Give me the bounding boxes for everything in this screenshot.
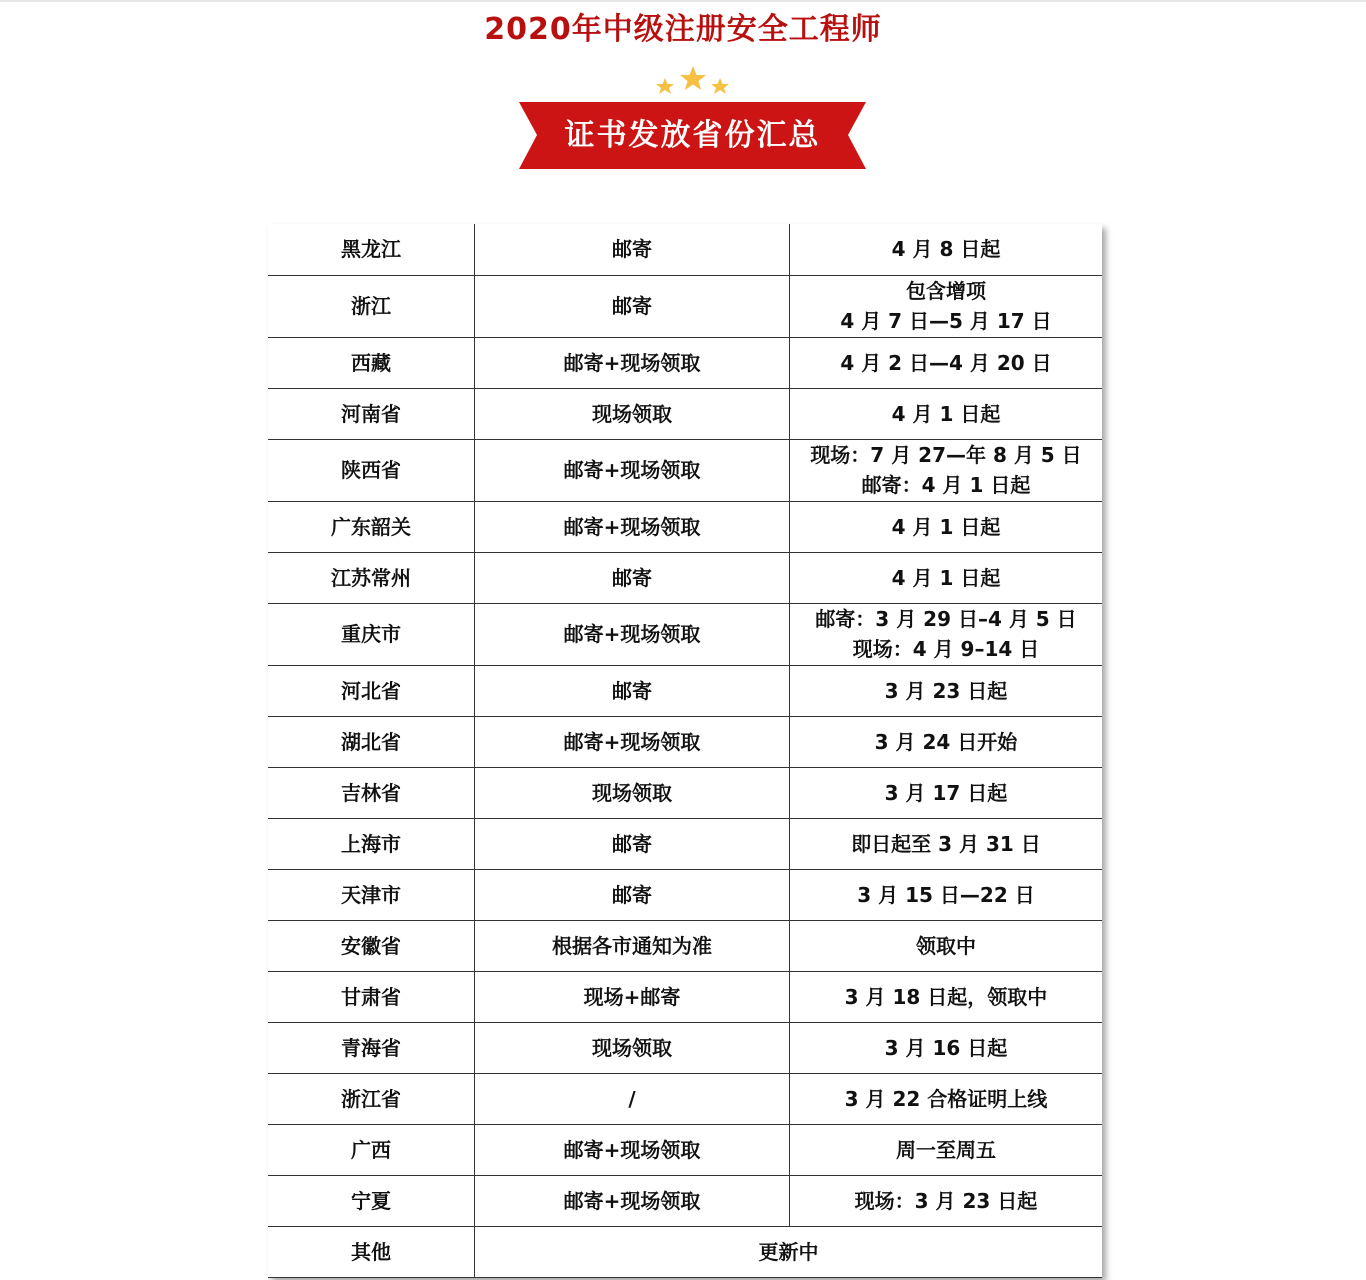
province-cell: 甘肃省: [268, 971, 475, 1022]
method-cell: 邮寄+现场领取: [475, 1124, 790, 1175]
method-cell: 现场+邮寄: [475, 971, 790, 1022]
method-cell: /: [475, 1073, 790, 1124]
province-cell: 安徽省: [268, 920, 475, 971]
province-cell: 湖北省: [268, 716, 475, 767]
province-cell: 河南省: [268, 388, 475, 439]
banner-title: 证书发放省份汇总: [564, 118, 821, 153]
province-cell: 上海市: [268, 818, 475, 869]
table-row: [268, 501, 1102, 552]
province-cell: 广东韶关: [268, 501, 475, 552]
table-row: [268, 869, 1102, 920]
table-row: [268, 665, 1102, 716]
province-cell: 宁夏: [268, 1175, 475, 1226]
date-cell: 3 月 24 日开始: [790, 716, 1103, 767]
method-cell: 邮寄+现场领取: [475, 501, 790, 552]
date-cell: 3 月 18 日起，领取中: [790, 971, 1103, 1022]
star-icon: [656, 78, 674, 94]
province-cell: 青海省: [268, 1022, 475, 1073]
table-row: [268, 224, 1102, 275]
province-cell: 河北省: [268, 665, 475, 716]
province-cell: 重庆市: [268, 603, 475, 665]
certificate-table: [268, 224, 1102, 1278]
page-title: 2020年中级注册安全工程师: [484, 12, 882, 47]
method-cell: 邮寄: [475, 224, 790, 275]
date-cell: 4 月 2 日—4 月 20 日: [790, 337, 1103, 388]
province-cell: 天津市: [268, 869, 475, 920]
table-row: [268, 767, 1102, 818]
date-cell: 周一至周五: [790, 1124, 1103, 1175]
date-cell: 现场：7 月 27—年 8 月 5 日 邮寄：4 月 1 日起: [790, 439, 1103, 501]
date-cell: 领取中: [790, 920, 1103, 971]
table-row: [268, 1073, 1102, 1124]
table-row: [268, 337, 1102, 388]
province-cell: 陕西省: [268, 439, 475, 501]
date-cell: 4 月 8 日起: [790, 224, 1103, 275]
date-cell: 3 月 16 日起: [790, 1022, 1103, 1073]
table-row: [268, 1022, 1102, 1073]
province-cell: 浙江省: [268, 1073, 475, 1124]
method-cell: 邮寄+现场领取: [475, 1175, 790, 1226]
date-cell: 3 月 15 日—22 日: [790, 869, 1103, 920]
date-cell: 包含增项 4 月 7 日—5 月 17 日: [790, 275, 1103, 337]
status-cell: 更新中: [475, 1226, 1103, 1277]
method-cell: 邮寄+现场领取: [475, 439, 790, 501]
star-icon: [711, 78, 729, 94]
province-cell: 广西: [268, 1124, 475, 1175]
method-cell: 邮寄+现场领取: [475, 337, 790, 388]
star-icon: [680, 66, 706, 90]
date-cell: 4 月 1 日起: [790, 388, 1103, 439]
date-cell: 现场：3 月 23 日起: [790, 1175, 1103, 1226]
province-cell: 吉林省: [268, 767, 475, 818]
table-row: [268, 552, 1102, 603]
table-row: [268, 716, 1102, 767]
table-row: [268, 818, 1102, 869]
province-cell: 江苏常州: [268, 552, 475, 603]
method-cell: 邮寄: [475, 552, 790, 603]
date-cell: 3 月 23 日起: [790, 665, 1103, 716]
date-cell: 4 月 1 日起: [790, 501, 1103, 552]
method-cell: 现场领取: [475, 388, 790, 439]
method-cell: 邮寄: [475, 275, 790, 337]
table-row: [268, 603, 1102, 665]
table-row: [268, 275, 1102, 337]
table-row: [268, 971, 1102, 1022]
province-cell: 黑龙江: [268, 224, 475, 275]
method-cell: 邮寄: [475, 818, 790, 869]
date-cell: 3 月 22 合格证明上线: [790, 1073, 1103, 1124]
table-row: [268, 388, 1102, 439]
method-cell: 现场领取: [475, 1022, 790, 1073]
method-cell: 现场领取: [475, 767, 790, 818]
method-cell: 邮寄: [475, 665, 790, 716]
province-cell: 其他: [268, 1226, 475, 1277]
table-row: [268, 439, 1102, 501]
method-cell: 邮寄: [475, 869, 790, 920]
method-cell: 邮寄+现场领取: [475, 716, 790, 767]
table-row: [268, 1124, 1102, 1175]
date-cell: 3 月 17 日起: [790, 767, 1103, 818]
stars-icon: [650, 64, 740, 100]
method-cell: 根据各市通知为准: [475, 920, 790, 971]
date-cell: 4 月 1 日起: [790, 552, 1103, 603]
table-row: [268, 920, 1102, 971]
method-cell: 邮寄+现场领取: [475, 603, 790, 665]
date-cell: 邮寄：3 月 29 日–4 月 5 日 现场：4 月 9–14 日: [790, 603, 1103, 665]
province-cell: 浙江: [268, 275, 475, 337]
date-cell: 即日起至 3 月 31 日: [790, 818, 1103, 869]
table-row: [268, 1175, 1102, 1226]
province-cell: 西藏: [268, 337, 475, 388]
table-row: [268, 1226, 1102, 1277]
